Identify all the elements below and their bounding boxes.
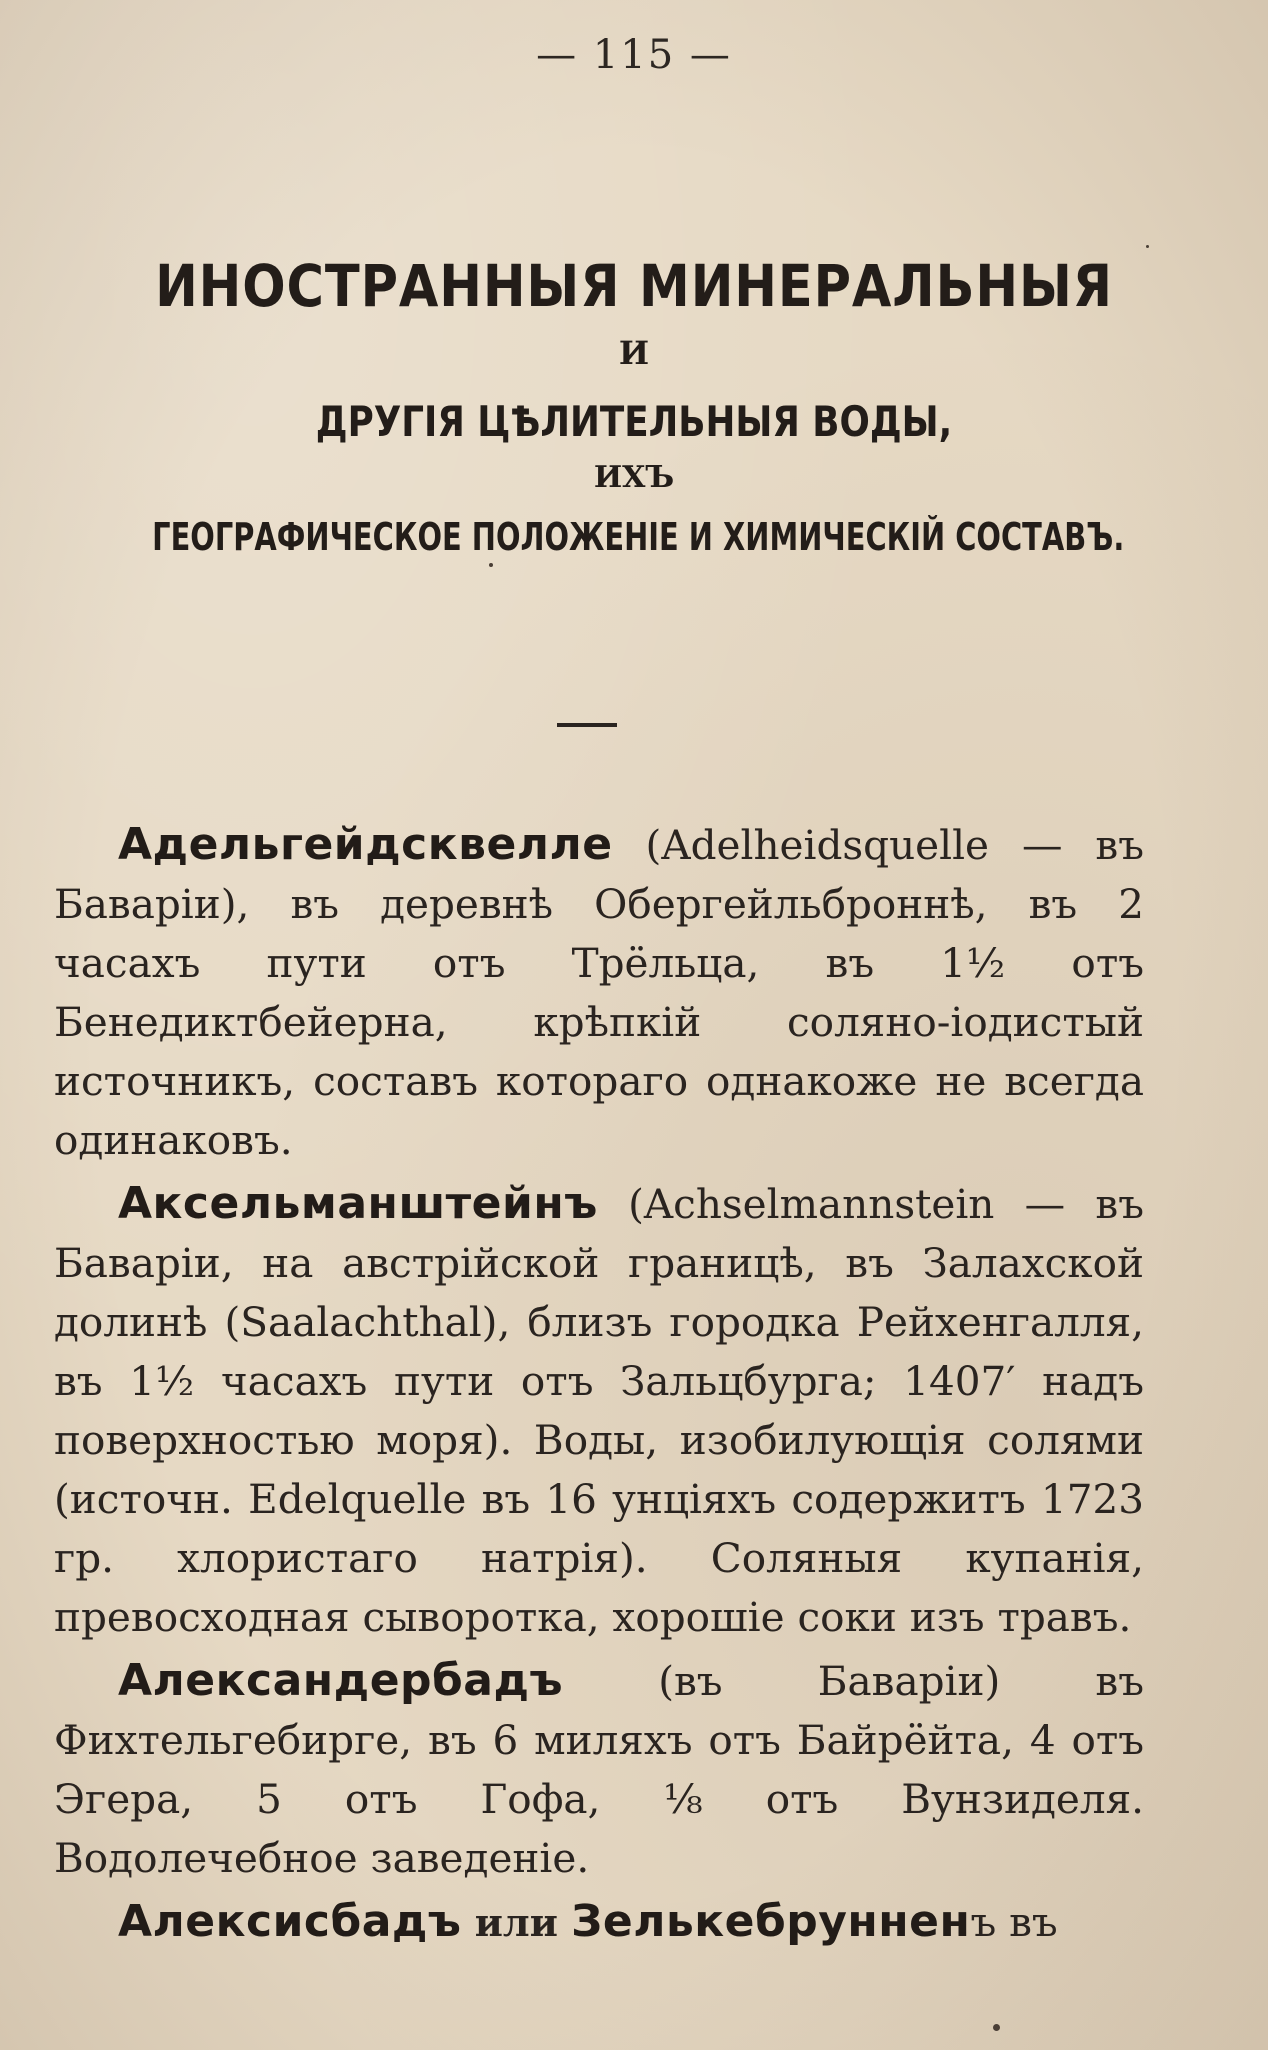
print-speck — [993, 2024, 1000, 2031]
entry-name: Адельгейдсквелле — [118, 819, 613, 870]
chapter-header — [0, 252, 1268, 559]
entry-name: Алексисбадъ — [118, 1896, 462, 1947]
entry-text: (въ Баваріи) въ Фихтельгебирге, въ 6 миляхъ отъ Байрёйта, 4 отъ Эгера, 5 отъ Гофа, ⅛ отъ Вунзиделя. Водолечебное заведеніе. — [54, 1657, 1144, 1882]
print-speck — [1146, 245, 1149, 248]
page-number: — 115 — — [536, 32, 732, 78]
print-speck — [489, 563, 493, 567]
chapter-subtitle-geo: ГЕОГРАФИЧЕСКОЕ ПОЛОЖЕНІЕ И ХИМИЧЕСКІЙ СОСТАВЪ. — [152, 514, 1125, 559]
entry-achselmannstein — [54, 1174, 1144, 1647]
entry-adelheidsquelle — [54, 815, 1144, 1170]
section-divider — [557, 723, 617, 727]
entry-name-alt: Зелькебруннен — [571, 1896, 971, 1947]
title-conjunction: И — [618, 333, 650, 372]
chapter-subtitle: ДРУГІЯ ЦѢЛИТЕЛЬНЫЯ ВОДЫ, — [315, 396, 953, 446]
entry-name: Аксельманштейнъ — [118, 1178, 598, 1229]
entry-conjunction: или — [461, 1900, 572, 1945]
title-their: ИХЪ — [593, 459, 675, 495]
entry-text: (Adelheidsquelle — въ Баваріи), въ деревнѣ Обергейльброннѣ, въ 2 часахъ пути отъ Трёльца, въ 1½ отъ Бенедиктбейерна, крѣпкій соляно-іодистый источникъ, составъ котораго однакоже не всегда одинаковъ. — [54, 821, 1144, 1164]
entry-alexanderbad — [54, 1651, 1144, 1888]
entries-body — [54, 815, 1144, 1956]
entry-alexisbad — [54, 1892, 1144, 1952]
entry-text: ъ въ — [970, 1898, 1058, 1946]
chapter-title: ИНОСТРАННЫЯ МИНЕРАЛЬНЫЯ — [155, 252, 1113, 320]
entry-text: (Achselmannstein — въ Баваріи, на австрійской границѣ, въ Залахской долинѣ (Saalachthal), близъ городка Рейхенгалля, въ 1½ часахъ пути отъ Зальцбурга; 1407′ надъ поверхностью моря). Воды, изобилующія солями (источн. Edelquelle въ 16 унціяхъ содержитъ 1723 гр. хлористаго натрія). Соляныя купанія, превосходная сыворотка, хорошіе соки изъ травъ. — [54, 1180, 1144, 1641]
entry-name: Александербадъ — [118, 1655, 564, 1706]
